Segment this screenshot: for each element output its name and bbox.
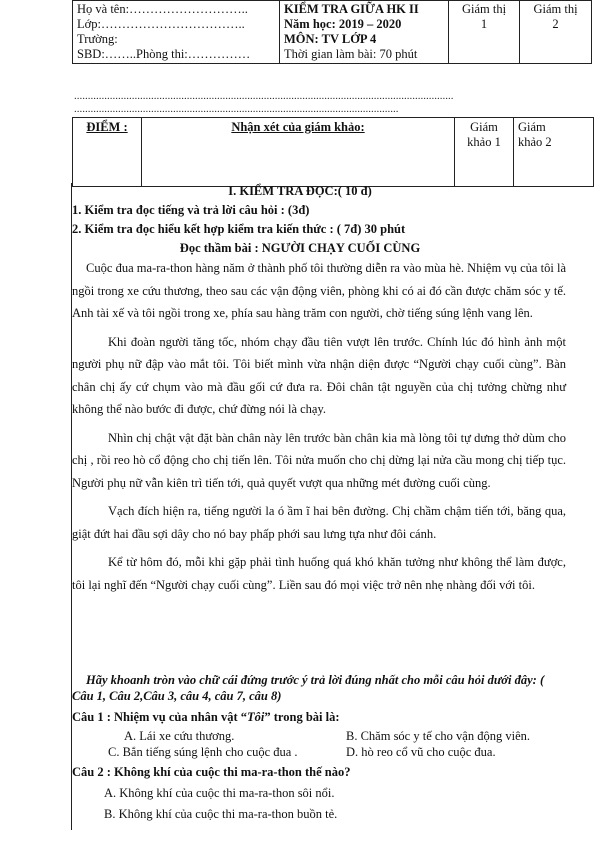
q2-option-a[interactable]: A. Không khí của cuộc thi ma-ra-thon sôi nổi.: [104, 786, 335, 800]
exam-info-cell: [280, 1, 449, 64]
proctor2-num: 2: [552, 17, 559, 31]
proctor2-cell: [520, 1, 592, 64]
q1-option-c[interactable]: C. Bắn tiếng súng lệnh cho cuộc đua .: [108, 745, 298, 759]
q2-prefix: Câu 2: [72, 765, 104, 779]
question-1: [72, 710, 340, 725]
comment-cell[interactable]: [142, 118, 455, 187]
section-title: I. KIỂM TRA ĐỌC:( 10 đ): [228, 184, 372, 198]
student-info-cell: [73, 1, 280, 64]
q1-suffix: ” trong bài là:: [264, 710, 340, 724]
proctor1-label: Giám thị: [461, 2, 507, 16]
examiner2-label-a: Giám: [518, 120, 546, 134]
examiner2-label-b: khảo 2: [518, 135, 552, 149]
school-field[interactable]: Trường:: [77, 32, 118, 46]
question-2: [72, 765, 351, 780]
student-name-field[interactable]: Họ và tên:………………………..: [77, 2, 248, 16]
examiner1-cell: [455, 118, 514, 187]
proctor2-label: Giám thị: [533, 2, 578, 16]
q2-option-b[interactable]: B. Không khí của cuộc thi ma-ra-thon buồn tẻ.: [104, 807, 338, 821]
dotted-line-2: ......................................................................................................................: [74, 103, 399, 115]
sbd-room-field[interactable]: SBD:……..Phòng thi:……………: [77, 47, 251, 61]
q1-prefix: Câu 1 : Nhiệm vụ của nhân vật “: [72, 710, 248, 724]
q1-option-d[interactable]: D. hò reo cổ vũ cho cuộc đua.: [346, 745, 496, 759]
subject: MÔN: TV LỚP 4: [284, 32, 377, 46]
exam-title: KIỂM TRA GIỮA HK II: [284, 2, 419, 16]
reading-passage: [72, 257, 566, 596]
paragraph-2: Khi đoàn người tăng tốc, nhóm chạy đầu tiên vượt lên trước. Chính lúc đó hình ảnh một người phụ nữ đập vào mắt tôi. Tôi biết mình vừa nhận diện được “Người chạy cuối cùng”. Bàn chân chị ấy cứ chụm vào mà đầu gối cứ đưa ra. Đôi chân tật nguyền của chị tưởng chừng như không thể nào bước đi được, chứ đừng nói là chạy.: [72, 334, 566, 416]
reading-title: Đọc thầm bài : NGƯỜI CHẠY CUỐI CÙNG: [179, 241, 421, 255]
examiner2-cell: [514, 118, 594, 187]
duration: Thời gian làm bài: 70 phút: [284, 47, 418, 61]
class-field[interactable]: Lớp:……………………………..: [77, 17, 245, 31]
proctor1-cell: [449, 1, 520, 64]
paragraph-5: Kể từ hôm đó, mỗi khi gặp phải tình huống quá khó khăn tưởng như không thể làm được, tôi lại nghĩ đến “Người chạy cuối cùng”. Liền sau đó mọi việc trở nên nhẹ nhàng đối với tôi.: [72, 555, 566, 592]
header-table: [72, 0, 592, 64]
score-table: [72, 117, 594, 187]
item-2: 2. Kiểm tra đọc hiểu kết hợp kiểm tra kiến thức : ( 7đ) 30 phút: [72, 222, 406, 236]
score-label: ĐIỂM :: [86, 120, 128, 134]
q1-emph: Tôi: [247, 710, 265, 724]
instruction: Hãy khoanh tròn vào chữ cái đứng trước ý trả lời đúng nhất cho mỗi câu hỏi dưới đây: ( Câu 1, Câu 2,Câu 3, câu 4, câu 7, câu 8): [72, 673, 545, 703]
item-1: 1. Kiểm tra đọc tiếng và trả lời câu hỏi : (3đ): [72, 203, 310, 217]
paragraph-3: Nhìn chị chật vật đặt bàn chân này lên trước bàn chân kia mà lòng tôi tự dưng thở dùm cho chị , rồi reo hò cổ động cho chị tiến lên. Tôi nửa muốn cho chị dừng lại nửa cầu mong chị tiếp tục. Người phụ nữ vẫn kiên trì tiến tới, quả quyết vượt qua những mét đường cuối cùng.: [72, 430, 566, 490]
paragraph-1: Cuộc đua ma-ra-thon hàng năm ở thành phố tôi thường diễn ra vào mùa hè. Nhiệm vụ của tôi là ngồi trong xe cứu thương, theo sau các vận động viên, phòng khi có ai đó cần được chăm sóc y tế. Anh tài xế và tôi ngồi trong xe, phía sau hàng trăm con người, chờ tiếng súng lệnh vang lên.: [72, 261, 566, 320]
comment-label: Nhận xét của giám khảo:: [231, 120, 365, 134]
school-year: Năm học: 2019 – 2020: [284, 17, 402, 31]
examiner1-label-b: khảo 1: [467, 135, 501, 149]
q2-text: : Không khí của cuộc thi ma-ra-thon thế nào?: [103, 765, 351, 779]
proctor1-num: 1: [480, 17, 488, 31]
paragraph-4: Vạch đích hiện ra, tiếng người la ó ầm ĩ hai bên đường. Chị chầm chậm tiến tới, băng qua, giật đứt hai đầu sợi dây cho nó bay phấp phới sau lưng tựa như đôi cánh.: [72, 504, 566, 541]
dotted-line-1: ..........................................................................................................................................: [74, 90, 454, 102]
q1-option-a[interactable]: A. Lái xe cứu thương.: [124, 729, 235, 743]
examiner1-label-a: Giám: [470, 120, 498, 134]
score-cell[interactable]: [73, 118, 142, 187]
q1-option-b[interactable]: B. Chăm sóc y tế cho vận động viên.: [346, 729, 530, 743]
